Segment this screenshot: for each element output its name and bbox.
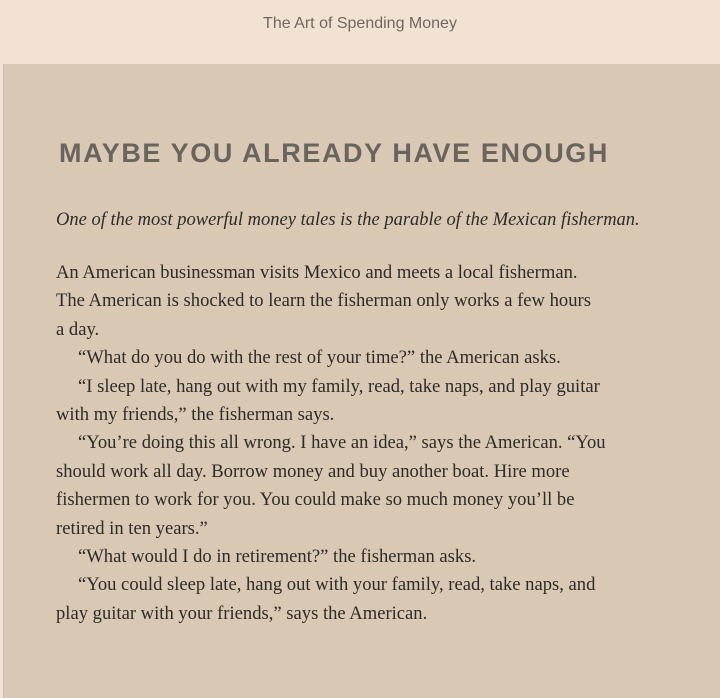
body-line: “I sleep late, hang out with my family, read, take naps, and play guitar [78, 375, 600, 397]
body-line: “You’re doing this all wrong. I have an idea,” says the American. “You [78, 432, 606, 454]
book-page [3, 64, 720, 698]
body-line: retired in ten years.” [56, 517, 208, 539]
chapter-body [56, 259, 676, 628]
body-line: should work all day. Borrow money and buy another boat. Hire more [56, 460, 570, 482]
body-line: play guitar with your friends,” says the American. [56, 602, 428, 624]
body-line: with my friends,” the fisherman says. [56, 404, 335, 426]
body-line: fishermen to work for you. You could make so much money you’ll be [56, 489, 575, 511]
body-line: a day. [56, 318, 100, 340]
body-line: “What would I do in retirement?” the fisherman asks. [78, 546, 477, 568]
chapter-title: MAYBE YOU ALREADY HAVE ENOUGH [59, 138, 609, 168]
body-line: The American is shocked to learn the fisherman only works a few hours [56, 290, 591, 312]
reader-header [0, 0, 720, 64]
body-line: An American businessman visits Mexico and meets a local fisherman. [56, 262, 578, 283]
body-line: “You could sleep late, hang out with your family, read, take naps, and [78, 574, 596, 596]
chapter-intro: One of the most powerful money tales is the parable of the Mexican fisherman. [56, 210, 640, 230]
body-line: “What do you do with the rest of your time?” the American asks. [78, 347, 561, 369]
book-title: The Art of Spending Money [263, 15, 457, 32]
